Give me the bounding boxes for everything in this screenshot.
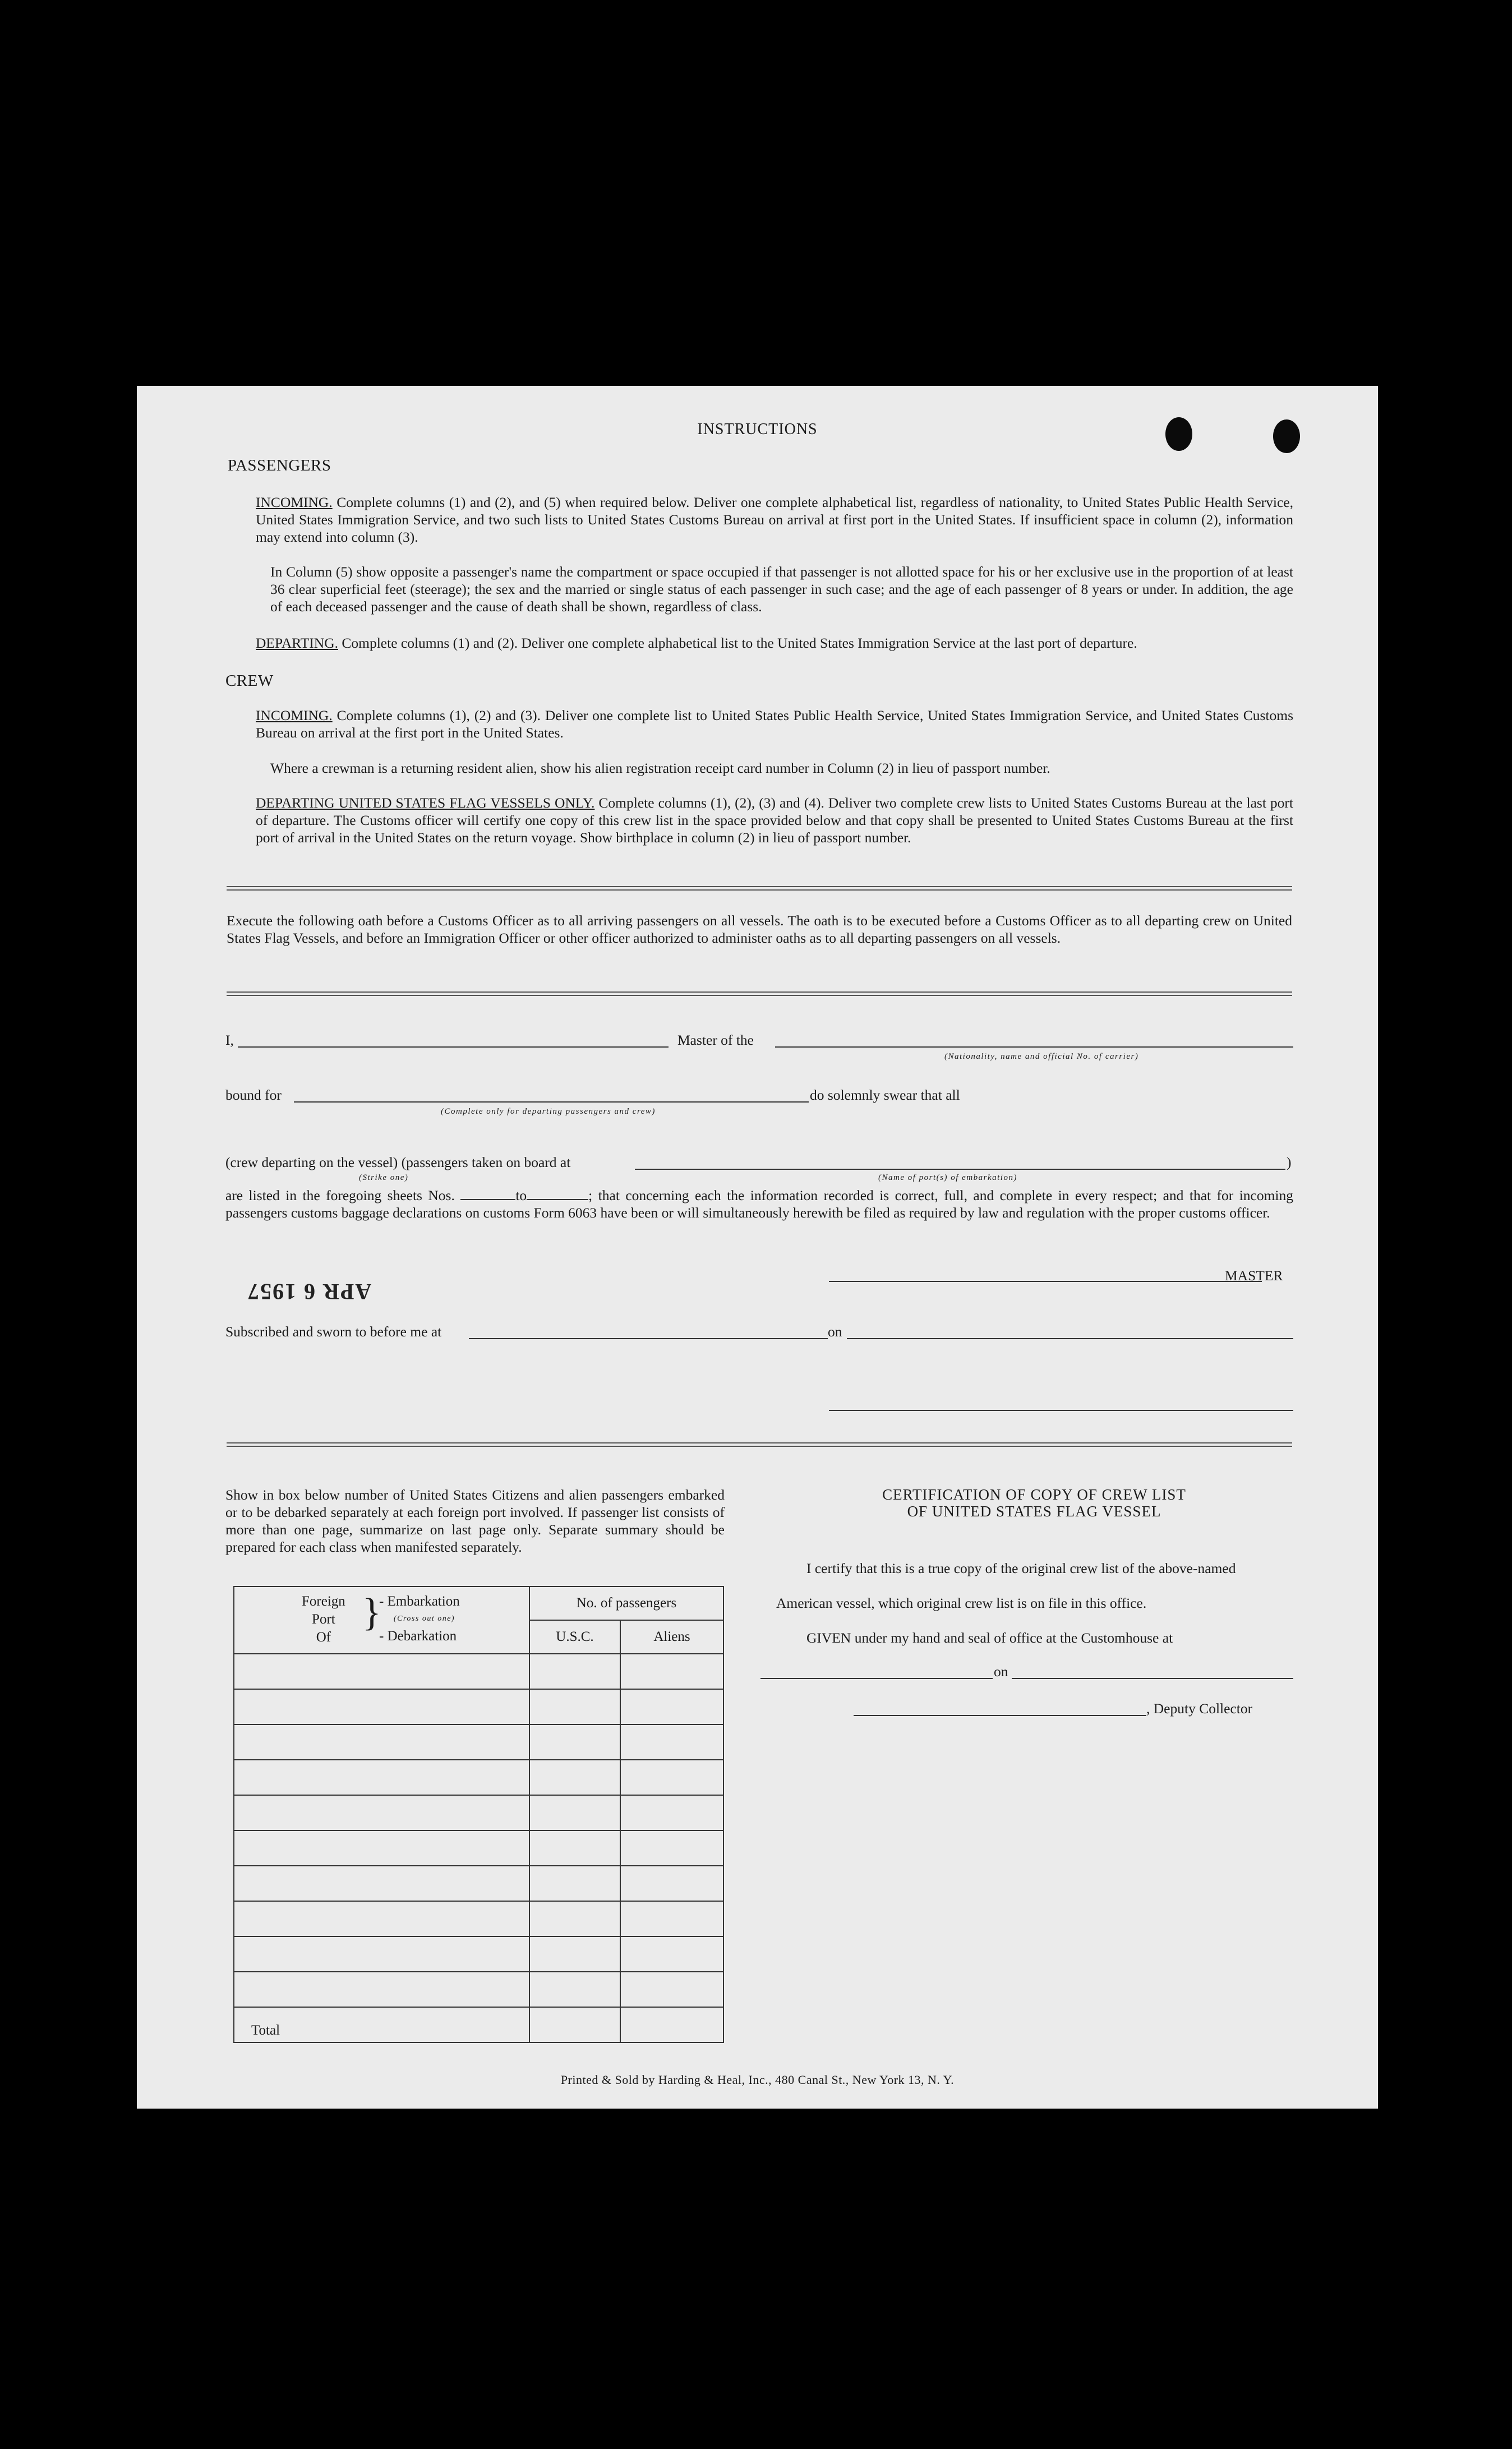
port-cell[interactable] [234, 1654, 529, 1689]
aliens-cell[interactable] [620, 1654, 723, 1689]
usc-cell[interactable] [529, 1689, 620, 1724]
sworn-on-label: on [828, 1323, 842, 1340]
subscribed-label: Subscribed and sworn to before me at [225, 1323, 442, 1340]
certification-date-field[interactable] [1012, 1678, 1293, 1679]
divider-oath-b [227, 995, 1292, 996]
port-cell[interactable] [234, 1689, 529, 1724]
certification-line3: GIVEN under my hand and seal of office at the Customhouse at [806, 1630, 1173, 1646]
divider-oath-a [227, 991, 1292, 993]
aliens-cell[interactable] [620, 1760, 723, 1795]
carrier-field[interactable] [775, 1046, 1293, 1048]
usc-cell[interactable] [529, 1972, 620, 2007]
date-stamp: APR 6 1957 [247, 1279, 372, 1304]
aliens-cell[interactable] [620, 1830, 723, 1866]
port-cell[interactable] [234, 1866, 529, 1901]
certification-line2: American vessel, which original crew list is on file in this office. [776, 1595, 1147, 1611]
port-cell[interactable] [234, 1972, 529, 2007]
master-name-field[interactable] [238, 1046, 669, 1048]
usc-cell[interactable] [529, 1760, 620, 1795]
page-title: INSTRUCTIONS [697, 421, 818, 438]
divider-mid-b [227, 1446, 1292, 1447]
aliens-header: Aliens [620, 1620, 723, 1654]
passengers-column5-paragraph: In Column (5) show opposite a passenger's name the compartment or space occupied if that passenger is not allotted space for his or her exclusive use in the proportion of at least 36 clear superficial feet (steerage); the sex and the married or single status of each passenger in such case; and the age of each passenger of 8 years or under. In addition, the age of each deceased passenger and the cause of death shall be shown, regardless of class. [270, 564, 1293, 615]
certification-title-line2: OF UNITED STATES FLAG VESSEL [907, 1503, 1161, 1520]
master-label: MASTER [1225, 1267, 1283, 1284]
crew-incoming-paragraph [256, 707, 1293, 741]
port-cell[interactable] [234, 1724, 529, 1760]
close-paren: ) [1287, 1154, 1292, 1170]
foreign-label: Foreign [302, 1594, 345, 1609]
usc-cell[interactable] [529, 1936, 620, 1972]
aliens-cell[interactable] [620, 1795, 723, 1830]
port-caption: (Name of port(s) of embarkation) [878, 1173, 1017, 1182]
no-passengers-header: No. of passengers [529, 1586, 723, 1620]
master-signature-field[interactable] [829, 1281, 1262, 1282]
divider-top-a [227, 886, 1292, 887]
to-label: to [515, 1187, 527, 1203]
summary-row [234, 1654, 723, 1689]
divider-top-b [227, 889, 1292, 891]
summary-total-row [234, 2007, 723, 2042]
passenger-summary-table [233, 1586, 724, 2043]
passengers-departing-text: Complete columns (1) and (2). Deliver one complete alphabetical list to the United States Immigration Service at the last port of departure. [342, 635, 1137, 651]
passengers-incoming-label: INCOMING. [256, 494, 333, 510]
usc-total-cell[interactable] [529, 2007, 620, 2042]
divider-mid-a [227, 1442, 1292, 1443]
listed-label: are listed in the foregoing sheets Nos. [225, 1187, 455, 1203]
sworn-place-field[interactable] [469, 1338, 828, 1339]
crew-departing-text: Complete columns (1), (2), (3) and (4). Deliver two complete crew lists to United States Customs Bureau at the last port of departure. The Customs officer will certify one copy of this crew list in the space provided below and that copy shall be presented to United States Customs Bureau at the first port of arrival in the United States on the return voyage. Show birthplace in column (2) in lieu of passport number. [256, 795, 1293, 846]
aliens-total-cell[interactable] [620, 2007, 723, 2042]
embarkation-label[interactable]: - Embarkation [379, 1594, 460, 1609]
officer-signature-field[interactable] [829, 1410, 1293, 1411]
sworn-date-field[interactable] [847, 1338, 1293, 1339]
summary-row [234, 1972, 723, 2007]
port-cell[interactable] [234, 1830, 529, 1866]
certification-on-label: on [994, 1663, 1008, 1680]
usc-cell[interactable] [529, 1795, 620, 1830]
listed-paragraph [225, 1187, 1293, 1221]
passengers-heading: PASSENGERS [228, 456, 331, 474]
total-label: Total [234, 2007, 529, 2042]
crew-heading: CREW [225, 672, 274, 690]
crew-departing-label: (crew departing on the vessel) (passengers taken on board at [225, 1154, 571, 1170]
summary-row [234, 1760, 723, 1795]
oath-intro: Execute the following oath before a Customs Officer as to all arriving passengers on all vessels. The oath is to be executed before a Customs Officer as to all departing crew on United States Flag Vessels, and before an Immigration Officer or other officer authorized to administer oaths as to all departing passengers on all vessels. [227, 912, 1292, 946]
of-label: Of [316, 1630, 331, 1645]
master-of-label: Master of the [677, 1032, 754, 1048]
summary-row [234, 1795, 723, 1830]
i-label: I, [225, 1032, 234, 1048]
usc-cell[interactable] [529, 1901, 620, 1936]
summary-row [234, 1901, 723, 1936]
sheet-from-field[interactable] [460, 1189, 515, 1200]
deputy-collector-label: , Deputy Collector [1146, 1700, 1253, 1717]
strike-caption: (Strike one) [359, 1173, 409, 1182]
port-label: Port [312, 1612, 335, 1627]
form-page [137, 386, 1378, 2109]
passengers-departing-label: DEPARTING. [256, 635, 338, 651]
embarkation-port-field[interactable] [635, 1169, 1285, 1170]
aliens-cell[interactable] [620, 1866, 723, 1901]
bound-caption: (Complete only for departing passengers and crew) [441, 1107, 656, 1116]
aliens-cell[interactable] [620, 1972, 723, 2007]
summary-row [234, 1830, 723, 1866]
passengers-incoming-text: Complete columns (1) and (2), and (5) when required below. Deliver one complete alphabetical list, regardless of nationality, to United States Public Health Service, United States Immigration Service, and two such lists to United States Customs Bureau on arrival at first port in the United States. If insufficient space in column (2), information may extend into column (3). [256, 494, 1294, 545]
sheet-to-field[interactable] [527, 1189, 588, 1200]
aliens-cell[interactable] [620, 1724, 723, 1760]
cross-out-caption: (Cross out one) [394, 1615, 455, 1623]
crew-departing-label: DEPARTING UNITED STATES FLAG VESSELS ONLY. [256, 795, 595, 811]
summary-row [234, 1936, 723, 1972]
crew-incoming-label: INCOMING. [256, 707, 333, 723]
usc-cell[interactable] [529, 1654, 620, 1689]
crew-incoming-text: Complete columns (1), (2) and (3). Deliver one complete list to United States Public Health Service, United States Immigration Service, and United States Customs Bureau on arrival at the first port in the United States. [256, 707, 1294, 741]
summary-instructions: Show in box below number of United States Citizens and alien passengers embarked or to be debarked separately at each foreign port involved. If passenger list consists of more than one page, summarize on last page only. Separate summary should be prepared for each class when manifested separately. [225, 1487, 725, 1555]
swear-label: do solemnly swear that all [810, 1087, 960, 1103]
certification-title [776, 1486, 1292, 1520]
foreign-port-header: Foreign Port Of } - Embarkation (Cross out one) - Debarkation [234, 1586, 529, 1654]
usc-header: U.S.C. [529, 1620, 620, 1654]
printer-footer: Printed & Sold by Harding & Heal, Inc., 480 Canal St., New York 13, N. Y. [560, 2073, 955, 2087]
usc-cell[interactable] [529, 1830, 620, 1866]
port-cell[interactable] [234, 1760, 529, 1795]
port-cell[interactable] [234, 1936, 529, 1972]
listed-text: ; that concerning each the information recorded is correct, full, and complete in every respect; and that for incoming passengers customs baggage declarations on customs Form 6063 have been or will simultaneously herewith be filed as required by law and regulation with the proper customs officer. [225, 1187, 1294, 1221]
port-cell[interactable] [234, 1901, 529, 1936]
debarkation-label[interactable]: - Debarkation [379, 1629, 457, 1644]
usc-cell[interactable] [529, 1866, 620, 1901]
summary-row [234, 1724, 723, 1760]
crew-resident-paragraph: Where a crewman is a returning resident alien, show his alien registration receipt card number in Column (2) in lieu of passport number. [270, 760, 1050, 776]
usc-cell[interactable] [529, 1724, 620, 1760]
deputy-signature-field[interactable] [854, 1715, 1146, 1716]
carrier-caption: (Nationality, name and official No. of carrier) [944, 1052, 1139, 1061]
summary-row [234, 1866, 723, 1901]
passengers-incoming-paragraph [256, 494, 1293, 546]
certification-title-line1: CERTIFICATION OF COPY OF CREW LIST [882, 1486, 1186, 1503]
aliens-cell[interactable] [620, 1901, 723, 1936]
certification-line1: I certify that this is a true copy of the original crew list of the above-named [806, 1560, 1236, 1576]
port-cell[interactable] [234, 1795, 529, 1830]
bound-for-label: bound for [225, 1087, 282, 1103]
customhouse-field[interactable] [760, 1678, 993, 1679]
passengers-departing-paragraph [256, 634, 1293, 652]
crew-departing-paragraph [256, 794, 1293, 846]
aliens-cell[interactable] [620, 1936, 723, 1972]
aliens-cell[interactable] [620, 1689, 723, 1724]
summary-row [234, 1689, 723, 1724]
bound-for-field[interactable] [294, 1101, 809, 1103]
